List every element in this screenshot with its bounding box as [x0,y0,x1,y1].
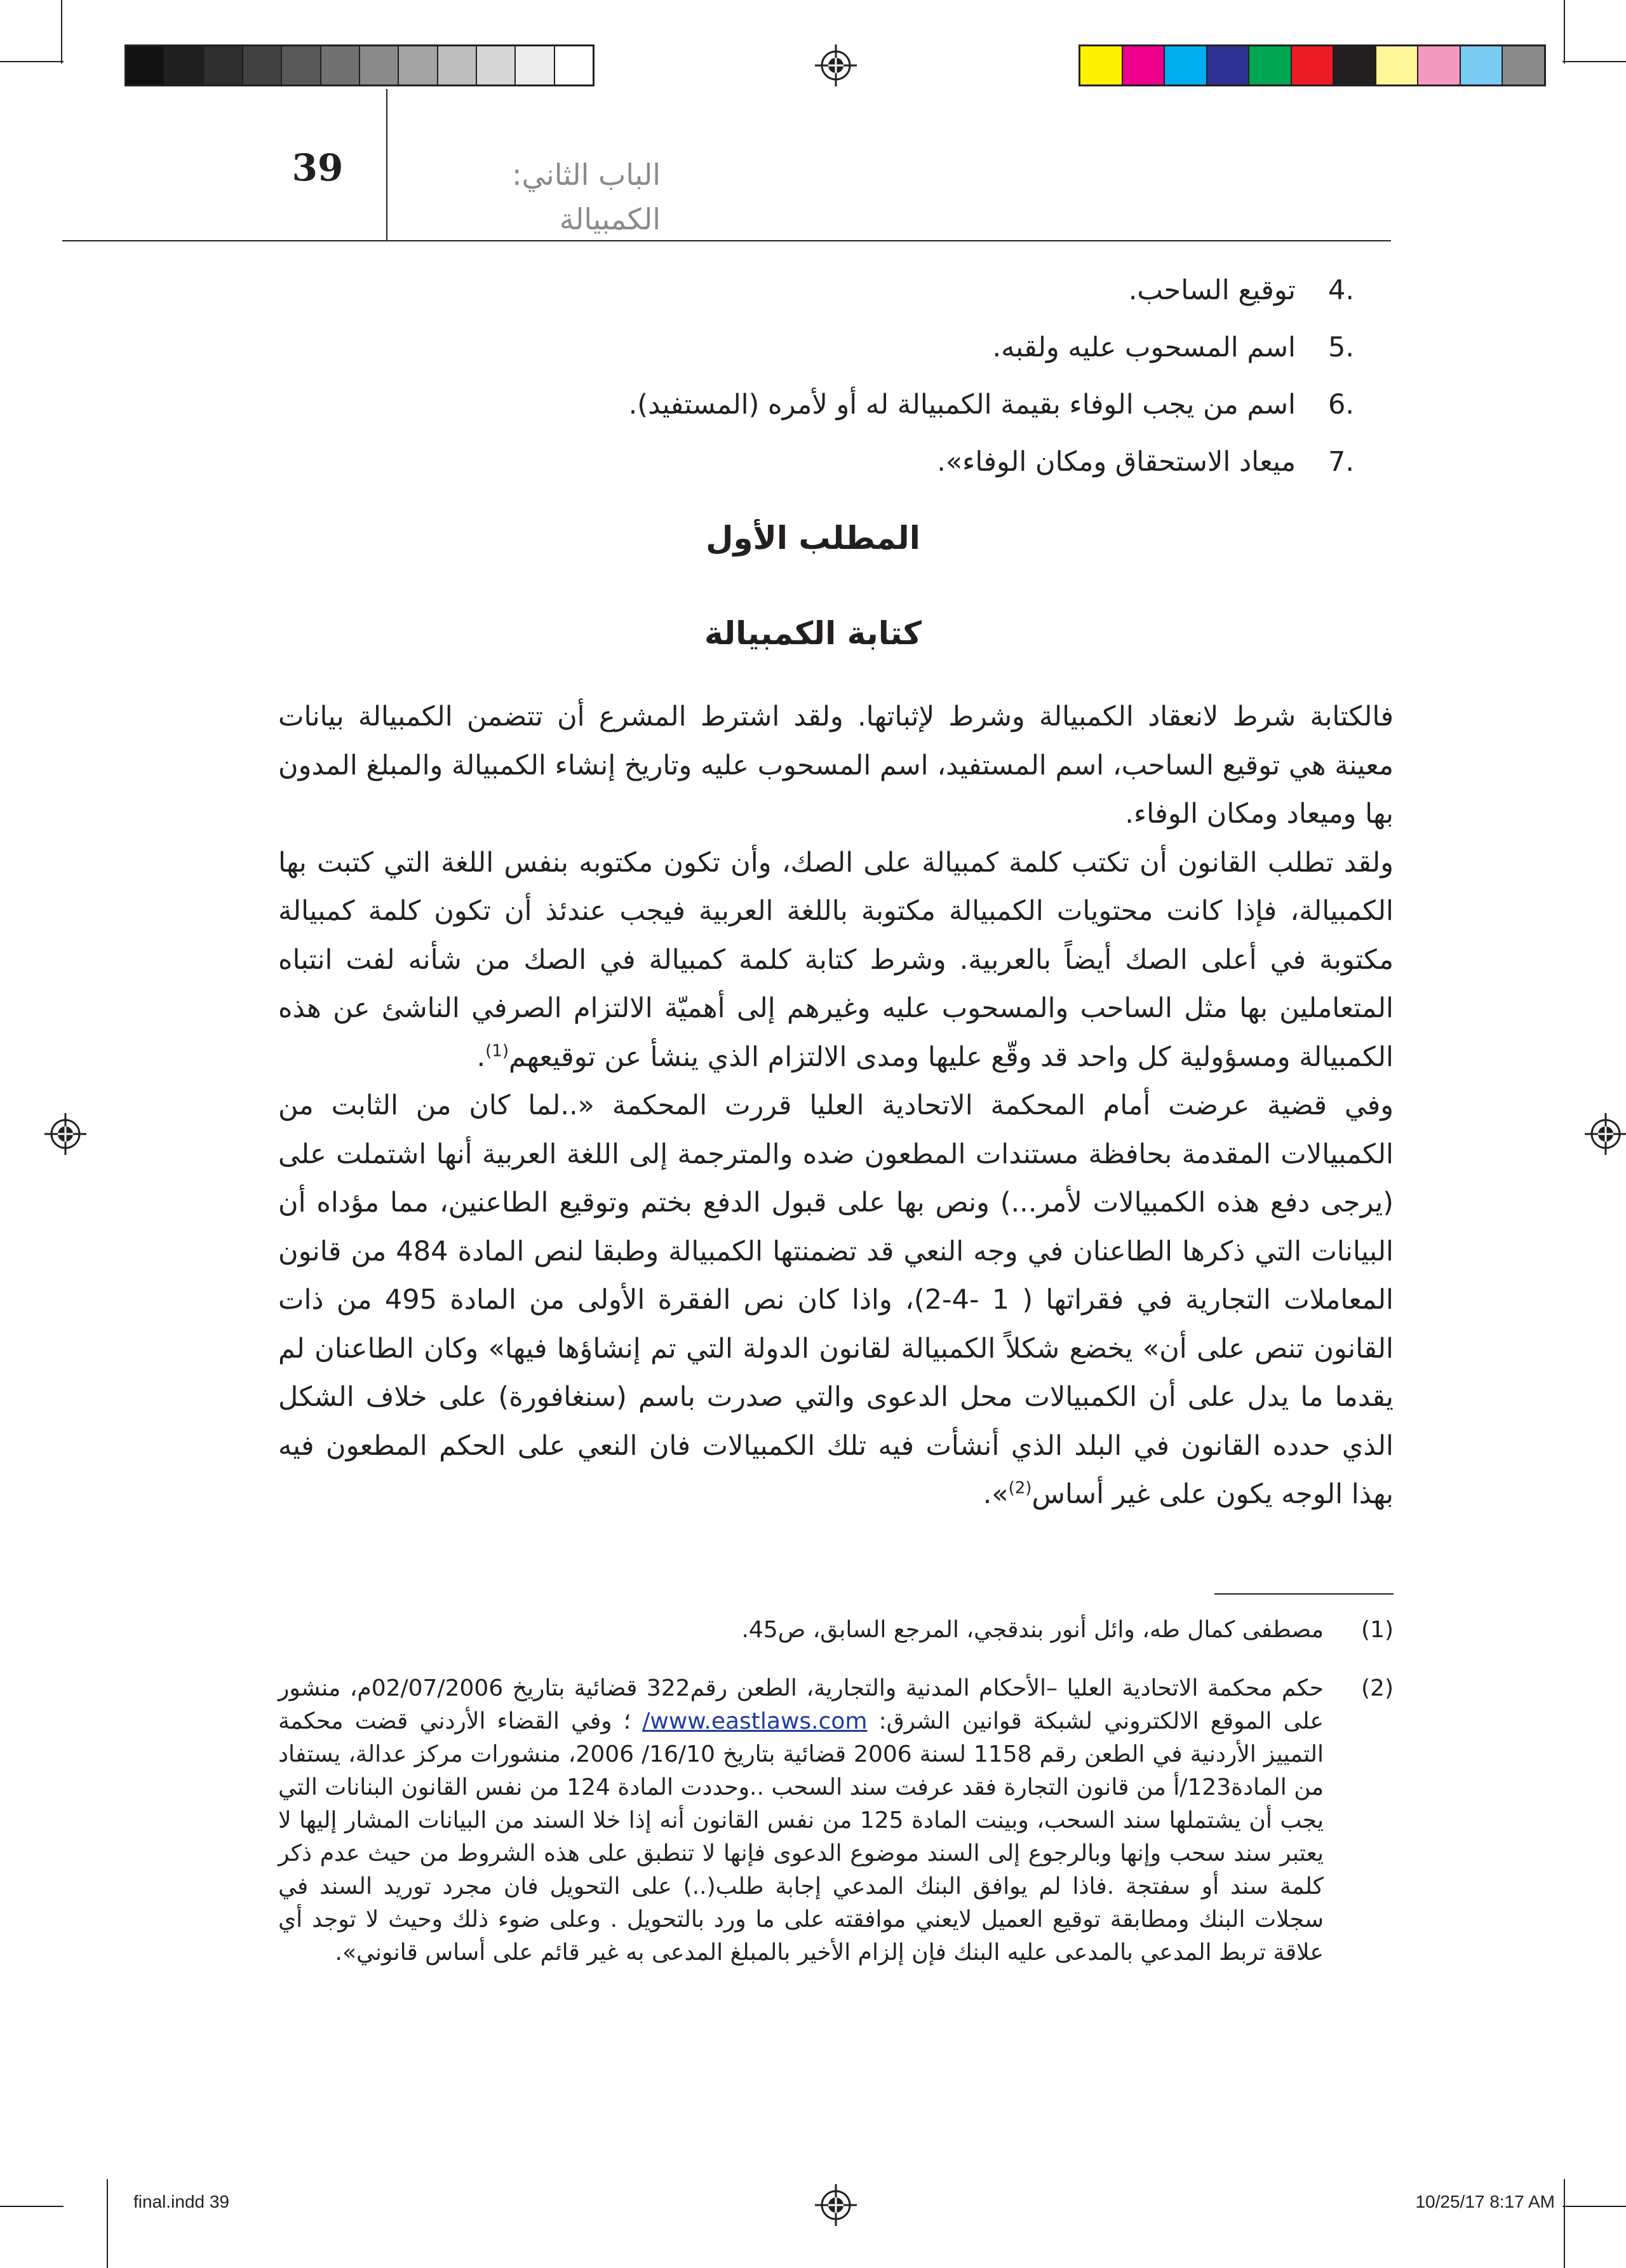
chapter-subtitle: الكمبيالة [559,202,661,236]
footnote-link[interactable]: www.eastlaws.com/ [642,1708,868,1734]
paragraph-text: ولقد تطلب القانون أن تكتب كلمة كمبيالة على الصك، وأن تكون مكتوبه بنفس اللغة التي كتبت بها الكمبيالة، فإذا كانت محتويات الكمبيالة مكتوبة باللغة العربية فيجب عندئذ أن تكون كلمة كمبيالة مكتوبة في أعلى الصك أيضاً بالعربية. وشرط كتابة كلمة كمبيالة في الصك من شأنه لفت انتباه المتعاملين بها مثل الساحب والمسحوب عليه وغيرهم إلى أهميّة الالتزام الصرفي الناشئ عن هذه الكمبيالة ومسؤولية كل واحد قد وقّع عليها ومدى الالتزام الذي ينشأ عن توقيعهم [278,846,1394,1073]
footnote-number: (1) [1361,1617,1394,1643]
grayscale-swatch [243,46,282,84]
list-item-text: اسم المسحوب عليه ولقبه. [992,332,1296,363]
grayscale-swatch [477,46,516,84]
footnote-reference: (2) [1008,1478,1032,1498]
process-color-swatch [1165,46,1207,84]
grayscale-swatch [205,46,243,84]
crop-mark [0,2206,64,2207]
list-item-text: اسم من يجب الوفاء بقيمة الكمبيالة له أو لأمره (المستفيد). [628,389,1296,421]
paragraph-end: . [476,1041,486,1073]
paragraph-end: ». [983,1478,1009,1510]
process-color-swatch [1249,46,1292,84]
grayscale-swatch [399,46,438,84]
header-divider [386,89,387,241]
grayscale-color-bar [124,44,595,86]
process-color-swatch [1080,46,1123,84]
crop-mark [1564,2179,1565,2268]
process-color-swatch [1376,46,1419,84]
list-item-text: ميعاد الاستحقاق ومكان الوفاء». [937,446,1296,478]
registration-mark-icon [44,1113,86,1155]
process-color-swatch [1207,46,1250,84]
paragraph-text: وفي قضية عرضت أمام المحكمة الاتحادية العليا قررت المحكمة «..لما كان من الثابت من الكمبيالات المقدمة بحافظة مستندات المطعون ضده والمترجمة إلى اللغة العربية أنها اشتملت على (يرجى دفع هذه الكمبيالات لأمر...) ونص بها على قبول الدفع بختم وتوقيع الطاعنين، مما مؤداه أن البيانات التي ذكرها الطاعنان في وجه النعي قد تضمنتها الكمبيالة وطبقا لنص المادة 484 من قانون المعاملات التجارية في فقراتها ( 1 -4-2)، واذا كان نص الفقرة الأولى من المادة 495 من ذات القانون تنص على أن» يخضع شكلاً الكمبيالة لقانون الدولة التي تم إنشاؤها فيها» وكان الطاعنان لم يقدما ما يدل على أن الكمبيالات محل الدعوى والتي صدرت باسم (سنغافورة) على خلاف الشكل الذي حدده القانون في البلد الذي أنشأت فيه تلك الكمبيالات فان النعي على الحكم المطعون فيه بهذا الوجه يكون على غير أساس [278,1090,1394,1510]
section-heading: المطلب الأول [706,520,920,557]
crop-mark [0,61,64,62]
process-color-swatch [1334,46,1376,84]
list-item-text: توقيع الساحب. [1128,274,1296,306]
footnote-text [278,1672,1324,1969]
footnote-text-part: ؛ وفي القضاء الأردني قضت محكمة التمييز الأردنية في الطعن رقم 1158 لسنة 2006 قضائية بتاريخ 16/10/ 2006، منشورات مركز عدالة، يستفاد من المادة123/أ من قانون التجارة فقد عرفت سند السحب ..وحددت المادة 124 من نفس القانون البنانات التي يجب أن يشتملها سند السحب، وبينت المادة 125 من نفس القانون أنه إذا خلا السند من البيانات المشار إليها لا يعتبر سند سحب وإنها وبالرجوع إلى السند موضوع الدعوى فإنها لا تنطبق على هذه الشروط من حيث عدم ذكر كلمة سند أو سفتجة .فاذا لم يوافق البنك المدعي إجابة طلب(..) على التحويل فان مجرد توريد السند في سجلات البنك ومطابقة توقيع العميل لايعني موافقته على ما ورد بالتحويل . وعلى ضوء ذلك وحيث لا توجد أي علاقة تربط المدعي بالمدعى عليه البنك فإن إلزام الأخير بالمبلغ المدعى به غير قائم على أساس قانوني». [278,1708,1324,1966]
list-item [274,319,1354,376]
process-color-swatch [1292,46,1334,84]
registration-mark-icon [815,2184,857,2226]
requirements-list [274,262,1354,490]
grayscale-swatch [321,46,360,84]
grayscale-swatch [165,46,204,84]
footnote-reference: (1) [485,1041,509,1061]
footnote-number: (2) [1361,1675,1394,1701]
grayscale-swatch [438,46,477,84]
grayscale-swatch [126,46,165,84]
slug-filename: final.indd 39 [133,2192,230,2211]
footnote-separator [1214,1593,1394,1595]
process-color-swatch [1123,46,1166,84]
page-number: 39 [292,146,344,189]
registration-mark-icon [815,44,857,86]
grayscale-swatch [282,46,321,84]
list-item [274,433,1354,490]
process-color-swatch [1461,46,1503,84]
chapter-title: الباب الثاني: [512,158,661,192]
list-item [274,376,1354,433]
grayscale-swatch [360,46,399,84]
crop-mark [1562,2206,1626,2207]
footnote-text: مصطفى كمال طه، وائل أنور بندقجي، المرجع السابق، ص45. [741,1617,1324,1643]
footnote [278,1614,1394,1647]
process-color-swatch [1418,46,1461,84]
grayscale-swatch [516,46,554,84]
header-rule [62,240,1391,241]
paragraph [278,839,1394,1082]
crop-mark [107,2179,108,2268]
list-item-number: .7 [1327,446,1354,478]
grayscale-swatch [555,46,593,84]
crop-mark [1562,61,1626,62]
list-item-number: .6 [1327,389,1354,421]
footnote-text-part: حكم محكمة الاتحادية العليا –الأحكام المدنية والتجارية، الطعن رقم322 قضائية بتاريخ 02/07/2006م، منشور على الموقع الالكتروني لشبكة قوانين الشرق: [278,1675,1324,1734]
list-item-number: .5 [1327,332,1354,363]
body-text [278,692,1394,1519]
process-color-bar [1078,44,1546,86]
paragraph [278,1081,1394,1519]
process-color-swatch [1503,46,1544,84]
crop-mark [61,0,62,64]
paragraph: فالكتابة شرط لانعقاد الكمبيالة وشرط لإثباتها. ولقد اشترط المشرع أن تتضمن الكمبيالة بيانات معينة هي توقيع الساحب، اسم المستفيد، اسم المسحوب عليه وتاريخ إنشاء الكمبيالة والمبلغ المدون بها وميعاد ومكان الوفاء. [278,701,1394,830]
slug-datetime: 10/25/17 8:17 AM [1415,2192,1555,2211]
list-item [274,262,1354,319]
crop-mark [1564,0,1565,64]
section-title: كتابة الكمبيالة [704,615,922,652]
list-item-number: .4 [1327,274,1354,306]
registration-mark-icon [1585,1113,1626,1155]
footnote [278,1672,1394,1969]
